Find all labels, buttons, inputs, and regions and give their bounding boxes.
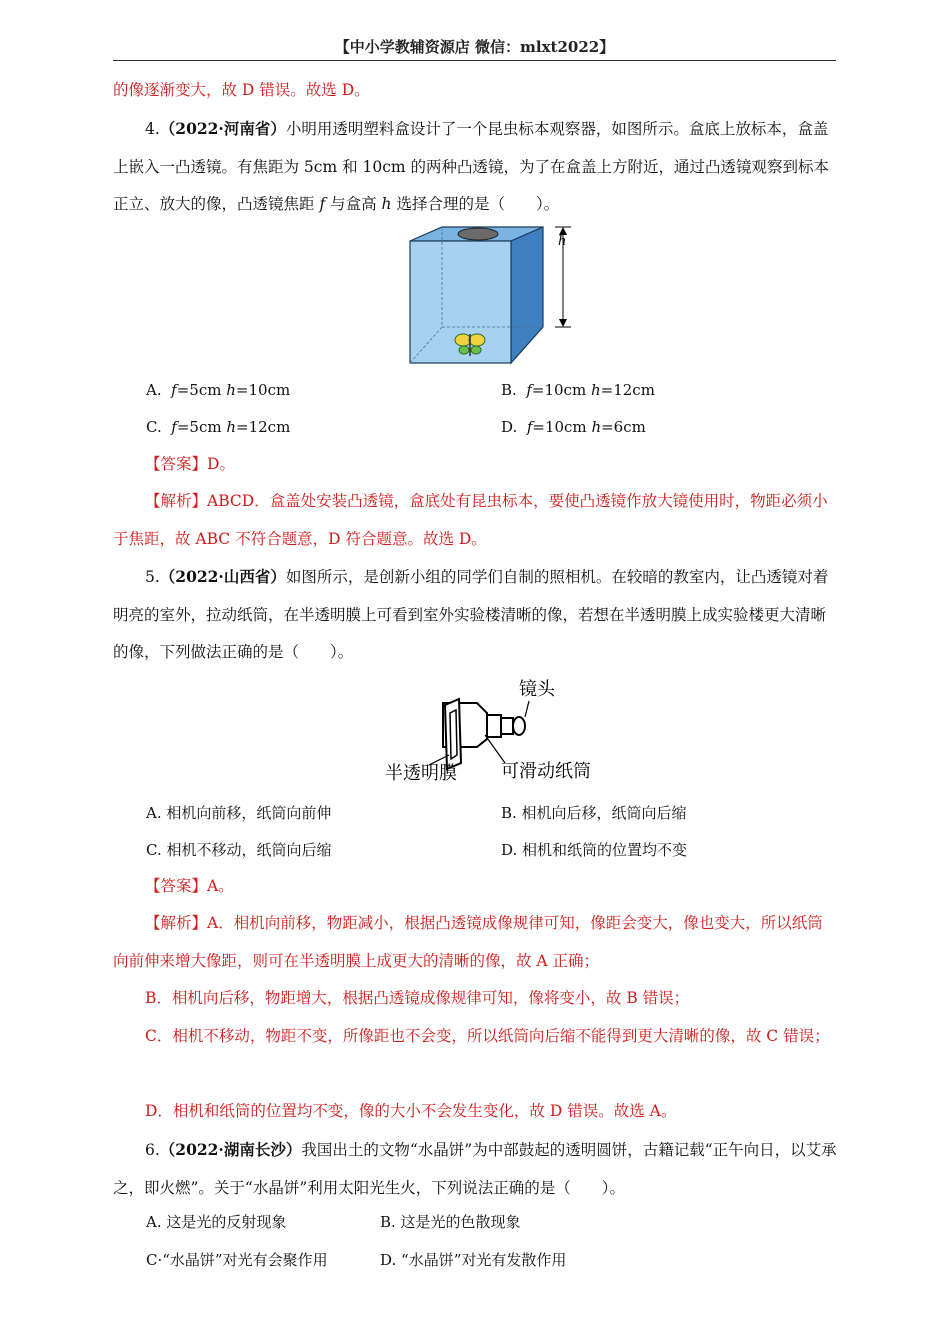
lens-ring <box>501 718 513 734</box>
option-b <box>501 380 655 400</box>
var-f: f <box>171 418 177 436</box>
tube-label: 可滑动纸筒 <box>501 761 591 782</box>
option-a: A. 相机向前移，纸筒向前伸 <box>146 804 332 822</box>
var-f: f <box>526 418 533 436</box>
analysis-text: A．相机向前移，物距减小，根据凸透镜成像规律可知，像距会变大，像也变大，所以纸筒向前伸来增大像距，则可在半透明膜上成更大的清晰的像，故 A 正确； <box>113 914 823 970</box>
answer-tag: 【答案】 <box>145 877 208 895</box>
value: =12cm <box>600 381 655 399</box>
question-5-analysis <box>113 905 838 980</box>
answer-value: D。 <box>207 455 235 473</box>
var-h: h <box>226 381 236 399</box>
analysis-tag: 【解析】 <box>145 914 208 932</box>
stem-text: 与盒高 <box>325 195 382 213</box>
page-header: 【中小学教辅资源店 微信：mlxt2022】 <box>334 38 615 56</box>
question-4-analysis <box>113 483 838 558</box>
question-source: （2022·山西省） <box>159 567 286 586</box>
question-6-stem <box>113 1131 838 1207</box>
option-a <box>146 380 290 400</box>
option-a: A. 这是光的反射现象 <box>146 1213 287 1231</box>
height-label: h <box>558 234 567 249</box>
value: =10cm <box>532 418 587 436</box>
arrow-down <box>559 319 567 327</box>
header-rule <box>113 60 836 61</box>
question-number: 5. <box>145 568 160 586</box>
lens-label: 镜头 <box>519 679 555 700</box>
question-4-stem <box>113 110 838 224</box>
var-f: f <box>171 381 177 399</box>
answer-value: A。 <box>207 877 234 895</box>
homemade-camera-figure <box>385 675 605 787</box>
stem-text: 小明用透明塑料盒设计了一个昆虫标本观察器，如图所示。盒底上放标本，盒盖上嵌入一凸透镜。有焦距为 5cm 和 10cm 的两种凸透镜，为了在盒盖上方附近，通过凸透镜观察到标本正立、放大的像，凸透镜焦距 <box>113 120 830 213</box>
film-label: 半透明膜 <box>385 763 457 784</box>
var-h: h <box>591 418 602 436</box>
var-h: h <box>590 381 601 399</box>
value: =5cm <box>176 418 222 436</box>
previous-answer-tail: 的像逐渐变大，故 D 错误。故选 D。 <box>113 81 370 99</box>
value: =10cm <box>235 381 291 399</box>
analysis-b: B．相机向后移，物距增大，根据凸透镜成像规律可知，像将变小，故 B 错误； <box>145 989 690 1007</box>
box-side <box>511 227 543 363</box>
option-letter: D. <box>501 418 518 436</box>
option-d: D. 相机和纸筒的位置均不变 <box>501 841 688 859</box>
question-number: 6. <box>145 1141 160 1159</box>
insect-box-figure <box>405 222 585 368</box>
leader-line <box>525 701 529 717</box>
analysis-c: C．相机不移动，物距不变，所像距也不会变，所以纸筒向后缩不能得到更大清晰的像，故 C 错误； <box>145 1027 830 1045</box>
leader-line <box>485 735 505 763</box>
value: =6cm <box>601 418 646 436</box>
option-d: D. “水晶饼”对光有发散作用 <box>380 1251 567 1269</box>
lens-barrel <box>487 715 501 737</box>
value: =10cm <box>531 381 587 399</box>
lens-glass <box>513 717 525 735</box>
analysis-d: D．相机和纸筒的位置均不变，像的大小不会发生变化，故 D 错误。故选 A。 <box>145 1102 677 1120</box>
stem-text: 选择合理的是（ ）。 <box>391 195 560 213</box>
analysis-text: ABCD．盒盖处安装凸透镜，盒底处有昆虫标本，要使凸透镜作放大镜使用时，物距必须小于焦距，故 ABC 不符合题意，D 符合题意。故选 D。 <box>113 492 828 548</box>
option-letter: A. <box>146 381 162 399</box>
stem-text: 我国出土的文物“水晶饼”为中部鼓起的透明圆饼，古籍记载“正午向日，以艾承之，即火燃”。关于“水晶饼”利用太阳光生火，下列说法正确的是（ ）。 <box>113 1141 837 1197</box>
option-letter: B. <box>501 381 517 399</box>
lens-ellipse <box>458 228 498 240</box>
question-source: （2022·河南省） <box>159 119 286 138</box>
option-c <box>146 417 290 437</box>
question-5-answer <box>113 868 838 906</box>
option-letter: C. <box>146 418 162 436</box>
var-h: h <box>226 418 237 436</box>
var-f: f <box>319 195 326 213</box>
option-b: B. 这是光的色散现象 <box>380 1213 521 1231</box>
analysis-tag: 【解析】 <box>145 492 208 510</box>
option-d <box>501 417 646 437</box>
question-5-stem <box>113 558 838 672</box>
value: =12cm <box>236 418 291 436</box>
option-c: C·“水晶饼”对光有会聚作用 <box>146 1251 328 1269</box>
stem-text: 如图所示，是创新小组的同学们自制的照相机。在较暗的教室内，让凸透镜对着明亮的室外，拉动纸筒，在半透明膜上可看到室外实验楼清晰的像，若想在半透明膜上成实验楼更大清晰的像，下列做法正确的是（ ）。 <box>113 568 829 661</box>
option-c: C. 相机不移动，纸筒向后缩 <box>146 841 332 859</box>
value: =5cm <box>176 381 222 399</box>
question-source: （2022·湖南长沙） <box>159 1140 302 1159</box>
question-number: 4. <box>145 120 160 138</box>
answer-tag: 【答案】 <box>145 455 208 473</box>
var-f: f <box>526 381 532 399</box>
option-b: B. 相机向后移，纸筒向后缩 <box>501 804 687 822</box>
question-4-answer <box>113 446 838 484</box>
translucent-film <box>450 710 457 759</box>
var-h: h <box>381 195 392 213</box>
